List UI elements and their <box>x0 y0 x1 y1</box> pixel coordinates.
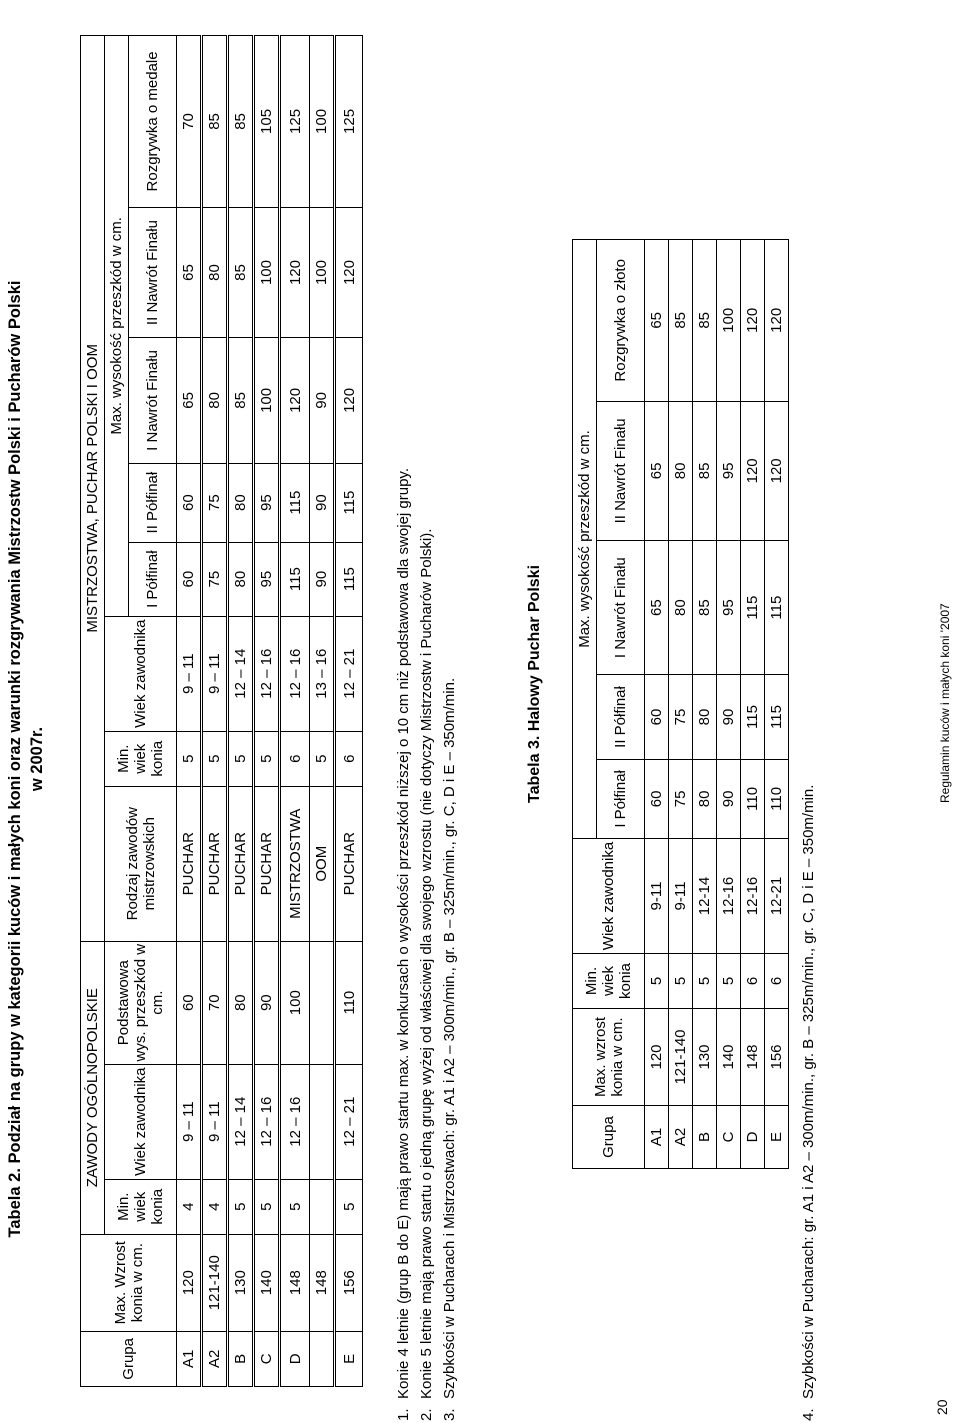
header-max-wysokosc: Max. wysokość przeszkód w cm. <box>105 36 129 617</box>
table-row: A2 121-140 4 9 – 11 70 PUCHAR 5 9 – 11 75 75 80 80 85 <box>202 36 228 1387</box>
header-min-wiek-2: Min. wiek konia <box>105 731 177 786</box>
header-rozgrywka-medale: Rozgrywka o medale <box>129 36 177 208</box>
table-row: D 148 6 12-16 110 115 115 120 120 <box>741 240 765 1169</box>
note-2: 2.Konie 5 letnie mają prawo startu o jedną grupę wyżej od właściwej dla swojego wzrostu (nie dotyczy Mistrzostw i Pucharów Polski). <box>418 528 435 1421</box>
header-min-wiek: Min. wiek konia <box>573 954 645 1009</box>
header-grupa: Grupa <box>573 1106 645 1169</box>
header-mistrzostwa: MISTRZOSTWA, PUCHAR POLSKI I OOM <box>81 36 105 942</box>
table-row: B 130 5 12-14 80 80 85 85 85 <box>693 240 717 1169</box>
table-row: B 130 5 12 – 14 80 PUCHAR 5 12 – 14 80 80 85 85 85 <box>228 36 254 1387</box>
header-i-nawrot: I Nawrót Finału <box>597 541 645 675</box>
page-number: 20 <box>934 1399 950 1415</box>
header-wiek-zawodnika: Wiek zawodnika <box>573 839 645 954</box>
header-ii-nawrot: II Nawrót Finału <box>129 207 177 337</box>
header-zawody-ogolnopolskie: ZAWODY OGÓLNOPOLSKIE <box>81 941 105 1234</box>
table-row: C 140 5 12 – 16 90 PUCHAR 5 12 – 16 95 95 100 100 105 <box>254 36 280 1387</box>
header-ii-polfinal: II Półfinał <box>129 463 177 542</box>
table-row: D 148 5 12 – 16 100 MISTRZOSTWA 6 12 – 16 115 115 120 120 125 <box>280 36 310 1387</box>
table-3 <box>572 239 789 1169</box>
table-row: E 156 5 12 – 21 110 PUCHAR 6 12 – 21 115 115 120 120 125 <box>335 36 363 1387</box>
table-2 <box>80 35 363 1387</box>
header-i-polfinal: I Półfinał <box>129 542 177 616</box>
note-4: 4.Szybkości w Pucharach: gr. A1 i A2 – 300m/min., gr. B – 325m/min., gr. C, D i E – 350m/min. <box>800 784 817 1421</box>
header-max-wysokosc: Max. wysokość przeszkód w cm. <box>573 240 597 839</box>
table3-title: Tabela 3. Halowy Puchar Polski <box>526 564 543 803</box>
table-row: A1 120 5 9-11 60 60 65 65 65 <box>645 240 669 1169</box>
table-row: A2 121-140 5 9-11 75 75 80 80 85 <box>669 240 693 1169</box>
header-i-polfinal: I Półfinał <box>597 759 645 838</box>
table-row: A1 120 4 9 – 11 60 PUCHAR 5 9 – 11 60 60 65 65 70 <box>177 36 202 1387</box>
header-wiek-zawodnika-2: Wiek zawodnika <box>105 616 177 731</box>
header-wzrost: Max. wzrost konia w cm. <box>573 1009 645 1106</box>
header-wzrost: Max. Wzrost konia w cm. <box>81 1234 177 1331</box>
header-ii-nawrot: II Nawrót Finału <box>597 401 645 540</box>
table-row: C 140 5 12-16 90 90 95 95 100 <box>717 240 741 1169</box>
table-row: E 156 6 12-21 110 115 115 120 120 <box>765 240 789 1169</box>
header-i-nawrot: I Nawrót Finału <box>129 338 177 463</box>
header-min-wiek-1: Min. wiek konia <box>105 1179 177 1234</box>
table-row: 148 OOM 5 13 – 16 90 90 90 100 100 <box>310 36 335 1387</box>
table2-title: Tabela 2. Podział na grupy w kategorii kuców i małych koni oraz warunki rozgrywania Mistrzostw Polski i Pucharów Polski w 2007r. <box>6 280 46 1238</box>
note-1: 1.Konie 4 letnie (grup B do E) mają prawo startu max. w konkursach o wysokości przeszkód niższej o 10 cm niż podstawowa dla swojej grupy. <box>395 468 412 1421</box>
header-rozgrywka-zloto: Rozgrywka o złoto <box>597 240 645 402</box>
header-grupa: Grupa <box>81 1331 177 1386</box>
header-rodzaj: Rodzaj zawodów mistrzowskich <box>105 786 177 941</box>
note-3: 3.Szybkości w Pucharach i Mistrzostwach: gr. A1 i A2 – 300m/min., gr. B – 325m/min., gr. C, D i E – 350m/min. <box>441 677 458 1421</box>
footer: Regulamin kuców i małych koni '2007 <box>938 603 952 803</box>
header-ii-polfinal: II Półfinał <box>597 675 645 760</box>
header-podstawowa: Podstawowa wys. przeszkód w cm. <box>105 941 177 1064</box>
header-wiek-zawodnika-1: Wiek zawodnika <box>105 1064 177 1179</box>
